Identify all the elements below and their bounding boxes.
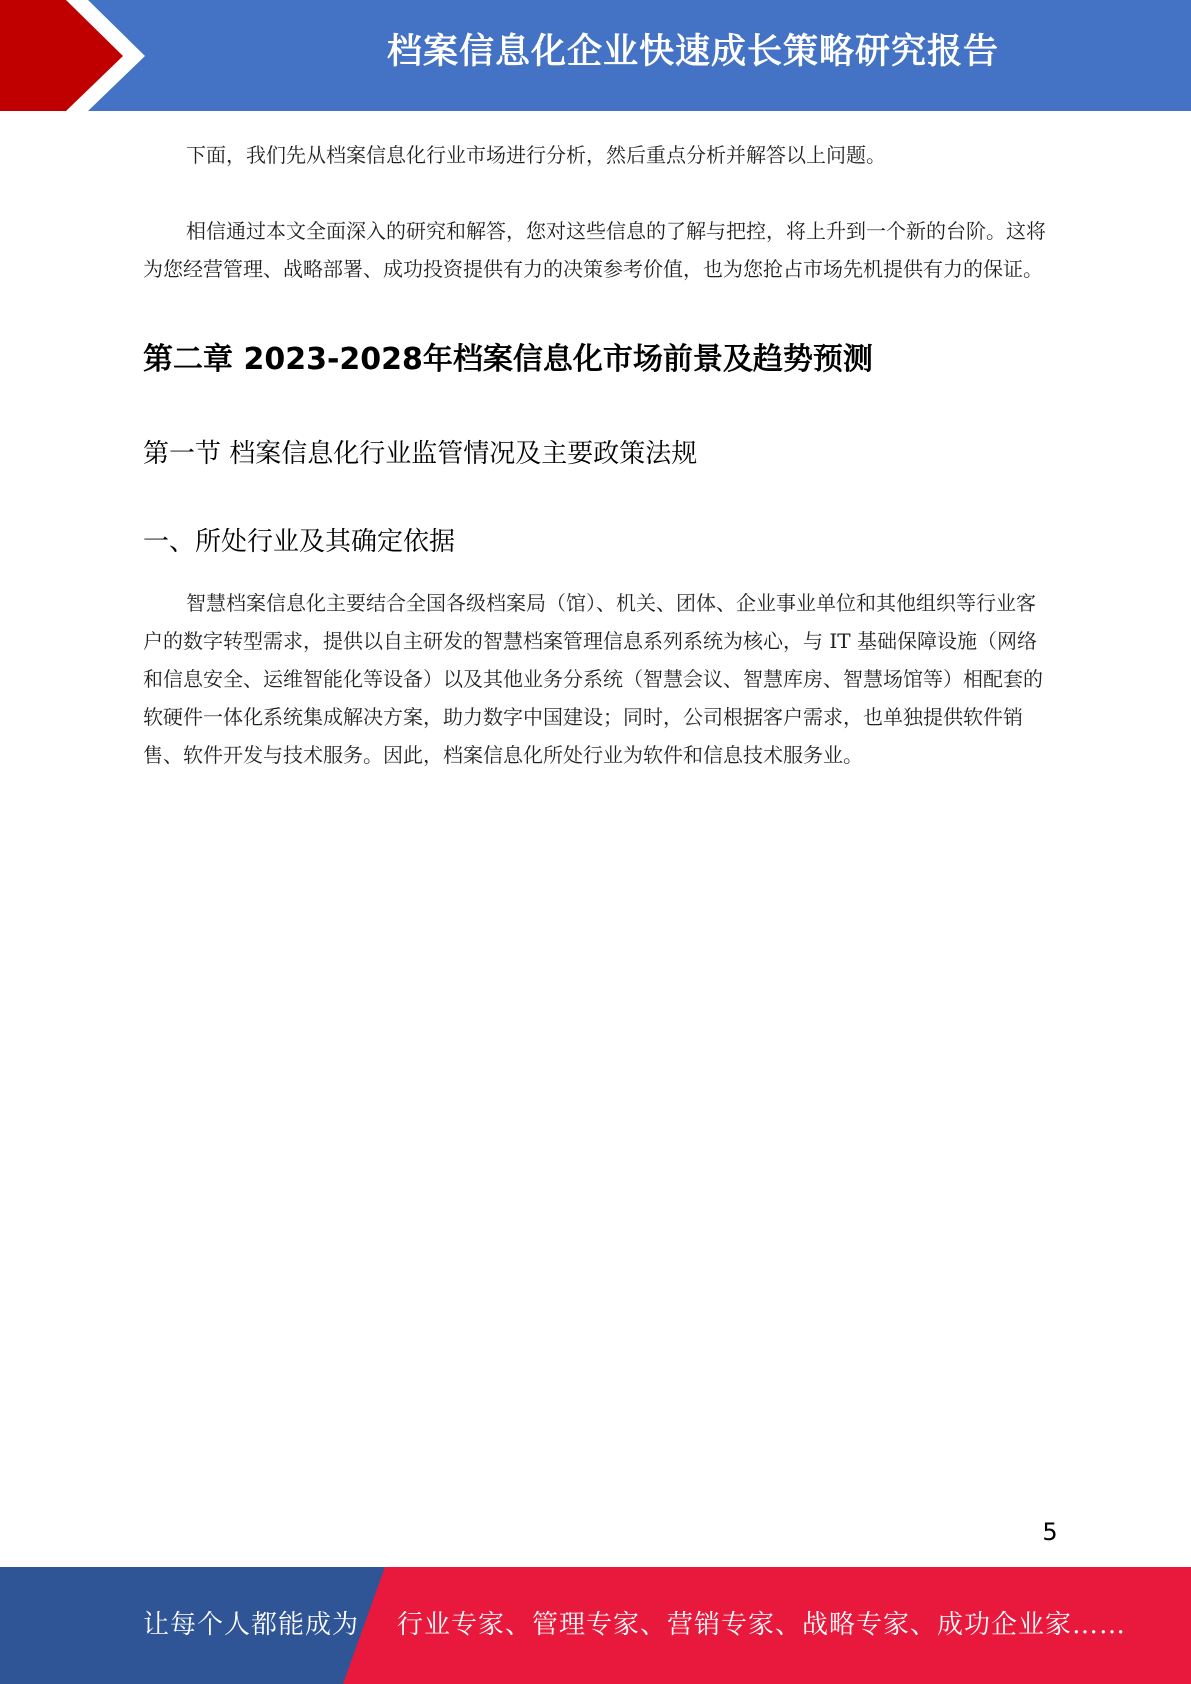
footer-slogan-roles: 行业专家、管理专家、营销专家、战略专家、成功企业家…… — [397, 1610, 1127, 1640]
header-banner — [0, 0, 1191, 111]
section-title: 第一节 档案信息化行业监管情况及主要政策法规 — [143, 439, 698, 469]
footer-slogan-lead: 让每个人都能成为 — [143, 1610, 360, 1640]
report-title: 档案信息化企业快速成长策略研究报告 — [386, 32, 999, 72]
chapter-title: 第二章 2023-2028年档案信息化市场前景及趋势预测 — [143, 342, 873, 377]
summary-paragraph: 相信通过本文全面深入的研究和解答，您对这些信息的了解与把控，将上升到一个新的台阶。这将为您经营管理、战略部署、成功投资提供有力的决策参考价值，也为您抢占市场先机提供有力的保证。 — [143, 219, 1046, 281]
industry-paragraph: 智慧档案信息化主要结合全国各级档案局（馆）、机关、团体、企业事业单位和其他组织等行业客户的数字转型需求，提供以自主研发的智慧档案管理信息系列系统为核心，与 IT 基础保障设施（网络和信息安全、运维智能化等设备）以及其他业务分系统（智慧会议、智慧库房、智慧场馆等）相配套的软硬件一体化系统集成解决方案，助力数字中国建设；同时，公司根据客户需求，也单独提供软件销售、软件开发与技术服务。因此，档案信息化所处行业为软件和信息技术服务业。 — [143, 591, 1043, 767]
page-body — [143, 128, 1046, 774]
subsection-title: 一、所处行业及其确定依据 — [143, 527, 456, 557]
header-chevron-decoration — [0, 0, 145, 111]
page-number: 5 — [1042, 1518, 1058, 1546]
footer-banner — [0, 1567, 1191, 1684]
intro-paragraph: 下面，我们先从档案信息化行业市场进行分析，然后重点分析并解答以上问题。 — [186, 143, 886, 167]
